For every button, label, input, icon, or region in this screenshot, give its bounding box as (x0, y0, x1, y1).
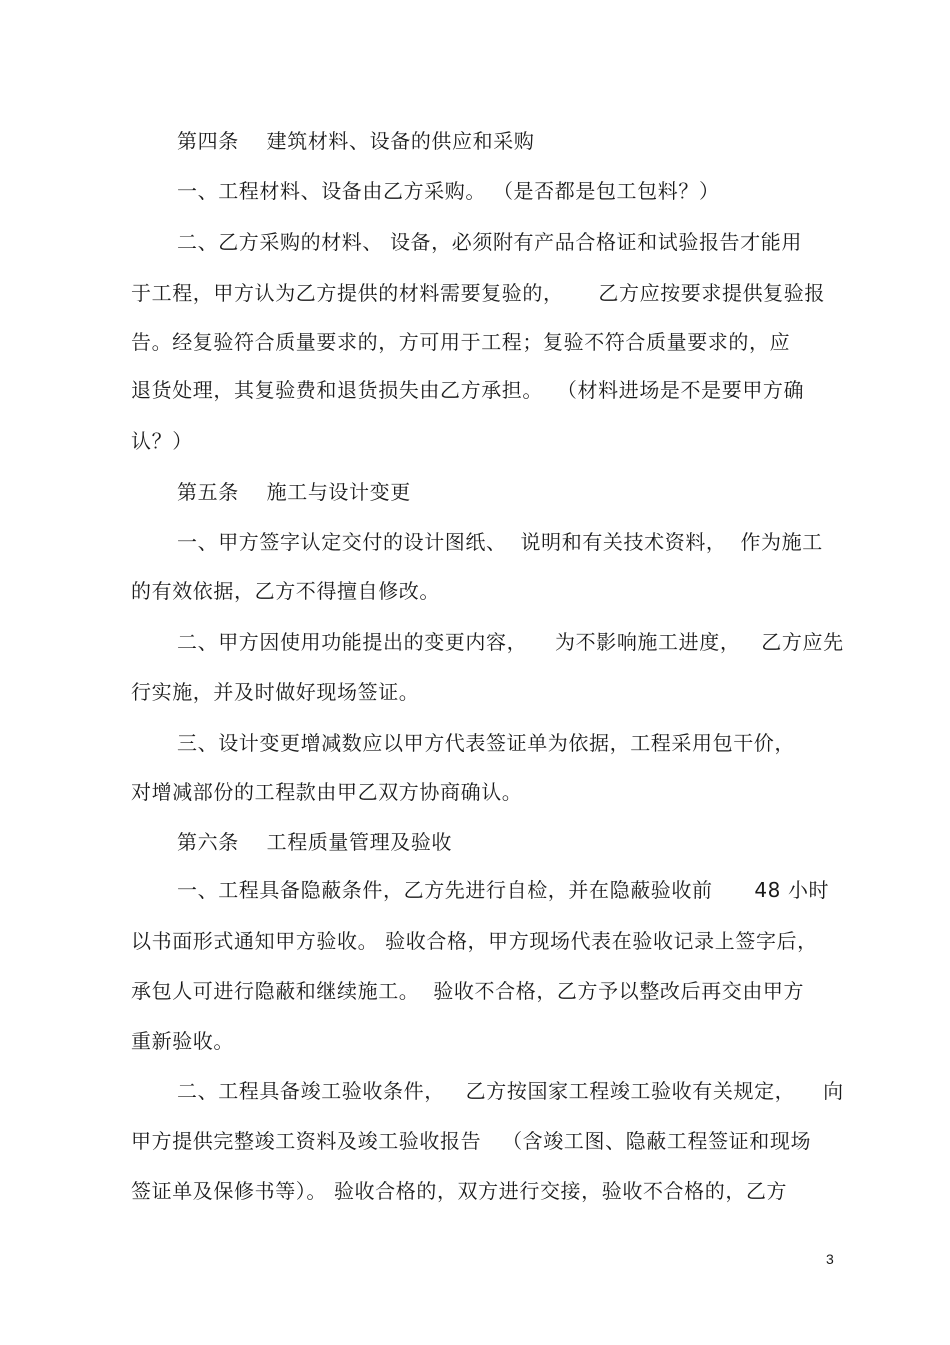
article-4-heading: 第四条 建筑材料、设备的供应和采购 (177, 129, 535, 153)
paragraph-line: 甲方提供完整竣工资料及竣工验收报告 （含竣工图、隐蔽工程签证和现场 (131, 1129, 812, 1153)
paragraph-line: 重新验收。 (131, 1029, 234, 1053)
paragraph-line: 一、工程材料、设备由乙方采购。 （是否都是包工包料？） (177, 179, 720, 203)
paragraph-line: 的有效依据，乙方不得擅自修改。 (131, 579, 440, 603)
paragraph-line: 二、工程具备竣工验收条件， 乙方按国家工程竣工验收有关规定， 向 (177, 1079, 844, 1103)
paragraph-line: 于工程，甲方认为乙方提供的材料需要复验的， 乙方应按要求提供复验报 (131, 281, 825, 305)
paragraph-line: 一、工程具备隐蔽条件，乙方先进行自检，并在隐蔽验收前 48 小时 (177, 878, 830, 902)
paragraph-line: 三、设计变更增减数应以甲方代表签证单为依据，工程采用包干价， (177, 731, 795, 755)
article-5-heading: 第五条 施工与设计变更 (177, 480, 411, 504)
paragraph-line: 签证单及保修书等）。 验收合格的，双方进行交接，验收不合格的，乙方 (131, 1179, 788, 1203)
paragraph-line: 退货处理，其复验费和退货损失由乙方承担。 （材料进场是不是要甲方确 (131, 378, 805, 402)
paragraph-line: 行实施，并及时做好现场签证。 (131, 680, 420, 704)
paragraph-line: 二、乙方采购的材料、 设备，必须附有产品合格证和试验报告才能用 (177, 230, 802, 254)
paragraph-line: 二、甲方因使用功能提出的变更内容， 为不影响施工进度， 乙方应先 (177, 630, 844, 654)
paragraph-line: 对增减部份的工程款由甲乙双方协商确认。 (131, 780, 523, 804)
paragraph-line: 认？） (131, 429, 193, 453)
page-number: 3 (826, 1251, 834, 1267)
paragraph-line: 以书面形式通知甲方验收。 验收合格，甲方现场代表在验收记录上签字后， (131, 929, 818, 953)
paragraph-line: 告。经复验符合质量要求的，方可用于工程；复验不符合质量要求的，应 (131, 330, 791, 354)
paragraph-line: 承包人可进行隐蔽和继续施工。 验收不合格，乙方予以整改后再交由甲方 (131, 979, 805, 1003)
article-6-heading: 第六条 工程质量管理及验收 (177, 830, 453, 854)
paragraph-line: 一、甲方签字认定交付的设计图纸、 说明和有关技术资料， 作为施工 (177, 530, 823, 554)
